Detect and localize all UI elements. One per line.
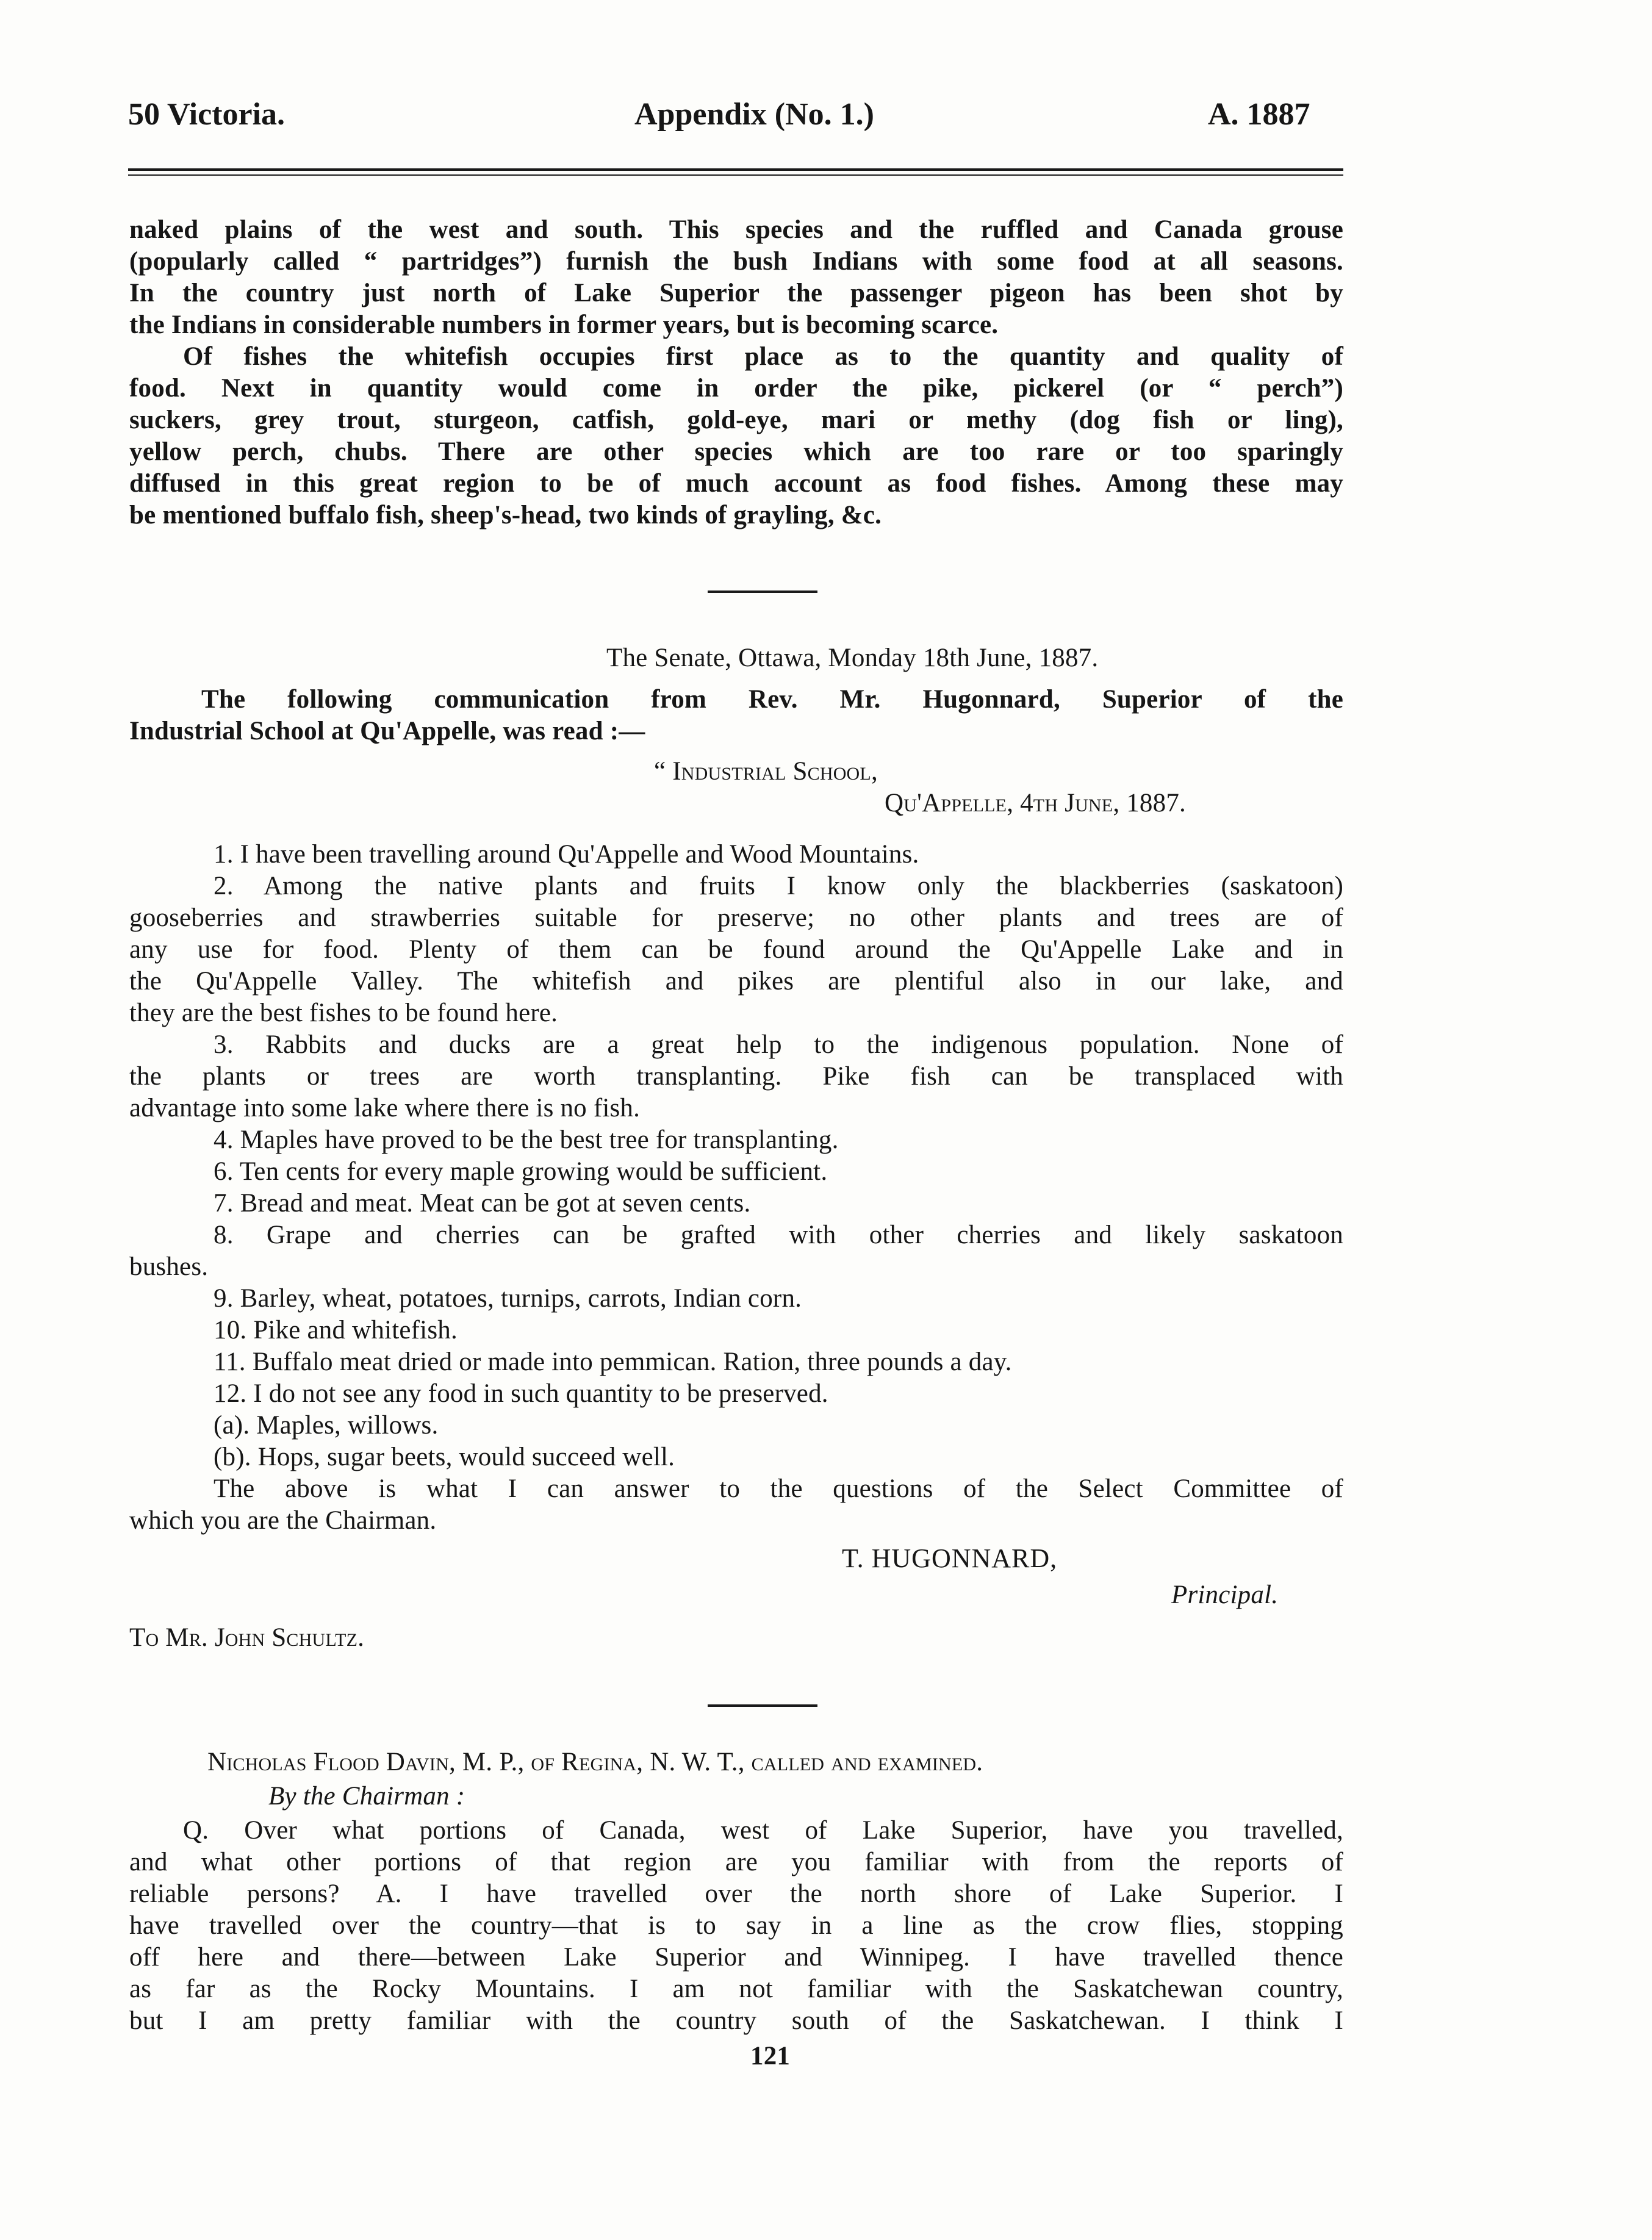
header-rule-top: [128, 168, 1343, 171]
intro-line: yellow perch, chubs. There are other species which are too rare or too sparingly: [129, 437, 1343, 466]
intro-line: food. Next in quantity would come in order the pike, pickerel (or “ perch”): [129, 374, 1343, 403]
testimony-line: off here and there—between Lake Superior and Winnipeg. I have travelled thence: [129, 1943, 1343, 1972]
letter-line: 1. I have been travelling around Qu'Appelle and Wood Mountains.: [214, 840, 919, 869]
intro-line: diffused in this great region to be of much account as food fishes. Among these may: [129, 469, 1343, 498]
witness-heading: Nicholas Flood Davin, M. P., of Regina, N. W. T., called and examined.: [207, 1748, 983, 1776]
intro-line: the Indians in considerable numbers in former years, but is becoming scarce.: [129, 311, 999, 339]
letter-line: 10. Pike and whitefish.: [214, 1316, 458, 1344]
letter-line: 8. Grape and cherries can be grafted with other cherries and likely saskatoon: [214, 1221, 1343, 1249]
intro-line: suckers, grey trout, sturgeon, catfish, gold-eye, mari or methy (dog fish or ling),: [129, 406, 1343, 434]
senate-dateline: The Senate, Ottawa, Monday 18th June, 1887.: [606, 644, 1099, 672]
testimony-line: as far as the Rocky Mountains. I am not familiar with the Saskatchewan country,: [129, 1975, 1343, 2003]
letter-date: Qu'Appelle, 4th June, 1887.: [885, 789, 1186, 817]
letter-line: which you are the Chairman.: [129, 1506, 437, 1535]
header-left: 50 Victoria.: [128, 97, 286, 132]
section-separator: [708, 591, 817, 593]
letter-line: the Qu'Appelle Valley. The whitefish and pikes are plentiful also in our lake, and: [129, 967, 1343, 996]
senate-intro: The following communication from Rev. Mr. Hugonnard, Superior of the: [201, 685, 1343, 714]
testimony-line: reliable persons? A. I have travelled over the north shore of Lake Superior. I: [129, 1879, 1343, 1908]
letter-line: they are the best fishes to be found here.: [129, 999, 558, 1027]
page-number: 121: [750, 2042, 791, 2070]
letter-line: gooseberries and strawberries suitable for preserve; no other plants and trees are of: [129, 903, 1343, 932]
letter-line: 2. Among the native plants and fruits I know only the blackberries (saskatoon): [214, 872, 1343, 900]
header-rule-bottom: [128, 174, 1343, 176]
signature: T. HUGONNARD,: [842, 1543, 1058, 1573]
intro-line: Of fishes the whitefish occupies first place as to the quantity and quality of: [183, 342, 1343, 371]
testimony-line: have travelled over the country—that is to say in a line as the crow flies, stopping: [129, 1911, 1343, 1940]
letter-line: 3. Rabbits and ducks are a great help to the indigenous population. None of: [214, 1030, 1343, 1059]
header-right: A. 1887: [1208, 97, 1310, 132]
examiner-heading: By the Chairman :: [268, 1782, 465, 1811]
letter-line: (b). Hops, sugar beets, would succeed well.: [214, 1443, 675, 1471]
intro-line: naked plains of the west and south. This species and the ruffled and Canada grouse: [129, 215, 1343, 244]
intro-line: In the country just north of Lake Superior the passenger pigeon has been shot by: [129, 279, 1343, 307]
letter-line: 12. I do not see any food in such quantity to be preserved.: [214, 1379, 828, 1408]
letter-line: (a). Maples, willows.: [214, 1411, 439, 1440]
testimony-line: but I am pretty familiar with the country south of the Saskatchewan. I think I: [129, 2006, 1343, 2035]
letter-line: The above is what I can answer to the questions of the Select Committee of: [214, 1474, 1343, 1503]
letter-line: 7. Bread and meat. Meat can be got at seven cents.: [214, 1189, 751, 1218]
letter-line: 6. Ten cents for every maple growing would be sufficient.: [214, 1157, 828, 1186]
letter-line: advantage into some lake where there is no fish.: [129, 1094, 641, 1122]
letter-heading: “ Industrial School,: [654, 757, 878, 786]
addressee: To Mr. John Schultz.: [129, 1623, 365, 1652]
section-separator: [708, 1704, 817, 1707]
signature-title: Principal.: [1171, 1581, 1279, 1609]
letter-line: bushes.: [129, 1252, 209, 1281]
letter-line: 11. Buffalo meat dried or made into pemmican. Ration, three pounds a day.: [214, 1348, 1012, 1376]
letter-line: any use for food. Plenty of them can be found around the Qu'Appelle Lake and in: [129, 935, 1343, 964]
intro-line: (popularly called “ partridges”) furnish the bush Indians with some food at all seasons.: [129, 247, 1343, 276]
testimony-line: Q. Over what portions of Canada, west of Lake Superior, have you travelled,: [183, 1816, 1343, 1845]
letter-line: 4. Maples have proved to be the best tree for transplanting.: [214, 1125, 839, 1154]
header-center: Appendix (No. 1.): [634, 97, 874, 132]
letter-line: the plants or trees are worth transplanting. Pike fish can be transplaced with: [129, 1062, 1343, 1091]
senate-intro: Industrial School at Qu'Appelle, was read :—: [129, 717, 645, 745]
intro-line: be mentioned buffalo fish, sheep's-head, two kinds of grayling, &c.: [129, 501, 882, 529]
testimony-line: and what other portions of that region are you familiar with from the reports of: [129, 1848, 1343, 1876]
letter-line: 9. Barley, wheat, potatoes, turnips, carrots, Indian corn.: [214, 1284, 802, 1313]
